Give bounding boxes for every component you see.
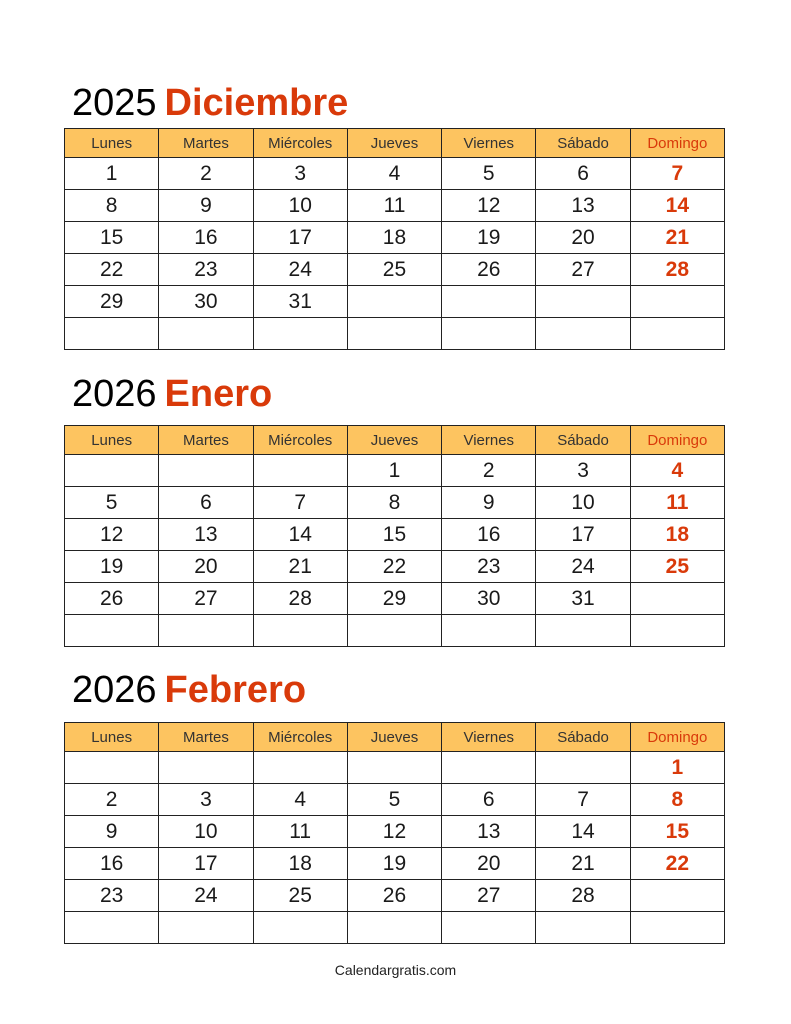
day-cell xyxy=(347,286,441,318)
day-cell: 17 xyxy=(536,519,630,551)
day-cell: 17 xyxy=(253,222,347,254)
weekday-header: Jueves xyxy=(347,426,441,455)
weekday-header: Jueves xyxy=(347,129,441,158)
day-cell: 8 xyxy=(347,487,441,519)
week-row xyxy=(65,519,725,551)
weekday-header: Lunes xyxy=(65,426,159,455)
day-cell xyxy=(347,912,441,944)
day-cell: 27 xyxy=(442,880,536,912)
day-cell-sunday xyxy=(630,286,724,318)
day-cell xyxy=(65,455,159,487)
week-row xyxy=(65,455,725,487)
day-cell xyxy=(159,912,253,944)
day-cell: 4 xyxy=(253,784,347,816)
week-row xyxy=(65,816,725,848)
day-cell: 28 xyxy=(536,880,630,912)
weekday-header: Viernes xyxy=(442,426,536,455)
week-row xyxy=(65,583,725,615)
day-cell-sunday xyxy=(630,880,724,912)
day-cell xyxy=(65,615,159,647)
day-cell: 9 xyxy=(159,190,253,222)
day-cell xyxy=(536,752,630,784)
day-cell: 12 xyxy=(347,816,441,848)
weekday-header: Miércoles xyxy=(253,723,347,752)
day-cell: 19 xyxy=(442,222,536,254)
day-cell xyxy=(253,752,347,784)
day-cell: 30 xyxy=(442,583,536,615)
day-cell-sunday: 11 xyxy=(630,487,724,519)
day-cell: 22 xyxy=(347,551,441,583)
week-row xyxy=(65,551,725,583)
month-name: Febrero xyxy=(164,669,307,711)
day-cell: 18 xyxy=(253,848,347,880)
day-cell-sunday: 18 xyxy=(630,519,724,551)
day-cell: 27 xyxy=(536,254,630,286)
month-name: Diciembre xyxy=(164,82,349,124)
day-cell: 14 xyxy=(253,519,347,551)
month-year: 2026 xyxy=(72,373,157,415)
day-cell: 26 xyxy=(442,254,536,286)
week-row xyxy=(65,254,725,286)
day-cell: 21 xyxy=(253,551,347,583)
day-cell: 7 xyxy=(536,784,630,816)
week-row xyxy=(65,487,725,519)
day-cell: 12 xyxy=(65,519,159,551)
day-cell xyxy=(159,455,253,487)
day-cell-sunday: 1 xyxy=(630,752,724,784)
day-cell: 6 xyxy=(159,487,253,519)
day-cell: 15 xyxy=(347,519,441,551)
day-cell: 17 xyxy=(159,848,253,880)
day-cell xyxy=(536,912,630,944)
weekday-header: Martes xyxy=(159,426,253,455)
day-cell-sunday: 28 xyxy=(630,254,724,286)
day-cell: 25 xyxy=(347,254,441,286)
day-cell xyxy=(65,752,159,784)
day-cell xyxy=(442,286,536,318)
day-cell: 27 xyxy=(159,583,253,615)
day-cell: 3 xyxy=(253,158,347,190)
month-year: 2025 xyxy=(72,82,157,124)
day-cell xyxy=(65,912,159,944)
day-cell: 18 xyxy=(347,222,441,254)
day-cell: 13 xyxy=(536,190,630,222)
day-cell-sunday xyxy=(630,318,724,350)
weekday-header: Miércoles xyxy=(253,129,347,158)
day-cell: 5 xyxy=(65,487,159,519)
day-cell-sunday: 21 xyxy=(630,222,724,254)
weekday-header: Sábado xyxy=(536,723,630,752)
day-cell: 10 xyxy=(159,816,253,848)
day-cell: 19 xyxy=(347,848,441,880)
day-cell-sunday: 7 xyxy=(630,158,724,190)
day-cell: 6 xyxy=(536,158,630,190)
day-cell: 31 xyxy=(536,583,630,615)
month-title xyxy=(72,670,306,710)
week-row xyxy=(65,912,725,944)
day-cell-sunday: 8 xyxy=(630,784,724,816)
weekday-header: Lunes xyxy=(65,723,159,752)
day-cell: 3 xyxy=(159,784,253,816)
day-cell: 15 xyxy=(65,222,159,254)
day-cell-sunday: 22 xyxy=(630,848,724,880)
month-title xyxy=(72,83,348,123)
week-row xyxy=(65,784,725,816)
weekday-header: Viernes xyxy=(442,723,536,752)
weekday-header-sunday: Domingo xyxy=(630,129,724,158)
day-cell xyxy=(159,615,253,647)
weekday-header-sunday: Domingo xyxy=(630,426,724,455)
day-cell-sunday: 14 xyxy=(630,190,724,222)
day-cell: 25 xyxy=(253,880,347,912)
month-name: Enero xyxy=(164,373,273,415)
day-cell xyxy=(536,318,630,350)
day-cell: 9 xyxy=(65,816,159,848)
weekday-header: Jueves xyxy=(347,723,441,752)
month-year: 2026 xyxy=(72,669,157,711)
day-cell: 24 xyxy=(159,880,253,912)
day-cell: 29 xyxy=(65,286,159,318)
weekday-header-row xyxy=(65,129,725,158)
day-cell: 16 xyxy=(65,848,159,880)
day-cell: 10 xyxy=(253,190,347,222)
day-cell xyxy=(65,318,159,350)
day-cell: 13 xyxy=(159,519,253,551)
day-cell xyxy=(347,318,441,350)
week-row xyxy=(65,615,725,647)
weekday-header: Sábado xyxy=(536,426,630,455)
day-cell: 24 xyxy=(536,551,630,583)
day-cell-sunday: 15 xyxy=(630,816,724,848)
day-cell: 23 xyxy=(442,551,536,583)
day-cell: 7 xyxy=(253,487,347,519)
day-cell: 16 xyxy=(442,519,536,551)
day-cell-sunday xyxy=(630,615,724,647)
day-cell: 2 xyxy=(65,784,159,816)
day-cell: 11 xyxy=(253,816,347,848)
day-cell: 19 xyxy=(65,551,159,583)
day-cell xyxy=(442,318,536,350)
day-cell: 23 xyxy=(65,880,159,912)
calendar-table xyxy=(64,128,725,350)
footer-site-credit: Calendargratis.com xyxy=(334,962,457,978)
day-cell: 20 xyxy=(442,848,536,880)
week-row xyxy=(65,222,725,254)
day-cell xyxy=(347,752,441,784)
week-row xyxy=(65,158,725,190)
day-cell: 24 xyxy=(253,254,347,286)
day-cell: 14 xyxy=(536,816,630,848)
day-cell: 26 xyxy=(347,880,441,912)
day-cell xyxy=(159,318,253,350)
day-cell: 5 xyxy=(442,158,536,190)
weekday-header-row xyxy=(65,426,725,455)
day-cell-sunday xyxy=(630,912,724,944)
day-cell: 28 xyxy=(253,583,347,615)
calendar-table xyxy=(64,425,725,647)
day-cell: 10 xyxy=(536,487,630,519)
day-cell: 31 xyxy=(253,286,347,318)
month-title xyxy=(72,374,272,414)
day-cell: 20 xyxy=(159,551,253,583)
day-cell: 9 xyxy=(442,487,536,519)
day-cell-sunday: 4 xyxy=(630,455,724,487)
week-row xyxy=(65,848,725,880)
day-cell xyxy=(253,455,347,487)
weekday-header: Martes xyxy=(159,129,253,158)
week-row xyxy=(65,752,725,784)
day-cell: 11 xyxy=(347,190,441,222)
day-cell xyxy=(347,615,441,647)
day-cell xyxy=(253,615,347,647)
day-cell: 1 xyxy=(347,455,441,487)
day-cell: 30 xyxy=(159,286,253,318)
calendar-table xyxy=(64,722,725,944)
weekday-header: Viernes xyxy=(442,129,536,158)
weekday-header: Sábado xyxy=(536,129,630,158)
day-cell: 26 xyxy=(65,583,159,615)
day-cell xyxy=(253,318,347,350)
week-row xyxy=(65,190,725,222)
day-cell-sunday xyxy=(630,583,724,615)
day-cell: 2 xyxy=(442,455,536,487)
weekday-header-row xyxy=(65,723,725,752)
day-cell xyxy=(536,615,630,647)
day-cell: 2 xyxy=(159,158,253,190)
weekday-header-sunday: Domingo xyxy=(630,723,724,752)
day-cell xyxy=(442,615,536,647)
week-row xyxy=(65,286,725,318)
day-cell: 22 xyxy=(65,254,159,286)
day-cell: 12 xyxy=(442,190,536,222)
day-cell: 3 xyxy=(536,455,630,487)
day-cell xyxy=(253,912,347,944)
day-cell: 8 xyxy=(65,190,159,222)
day-cell: 1 xyxy=(65,158,159,190)
day-cell: 6 xyxy=(442,784,536,816)
day-cell: 4 xyxy=(347,158,441,190)
day-cell: 23 xyxy=(159,254,253,286)
day-cell: 20 xyxy=(536,222,630,254)
week-row xyxy=(65,318,725,350)
day-cell: 5 xyxy=(347,784,441,816)
day-cell: 16 xyxy=(159,222,253,254)
day-cell-sunday: 25 xyxy=(630,551,724,583)
day-cell: 29 xyxy=(347,583,441,615)
weekday-header: Miércoles xyxy=(253,426,347,455)
day-cell xyxy=(442,912,536,944)
day-cell: 13 xyxy=(442,816,536,848)
weekday-header: Martes xyxy=(159,723,253,752)
day-cell xyxy=(536,286,630,318)
day-cell xyxy=(442,752,536,784)
week-row xyxy=(65,880,725,912)
day-cell: 21 xyxy=(536,848,630,880)
weekday-header: Lunes xyxy=(65,129,159,158)
day-cell xyxy=(159,752,253,784)
